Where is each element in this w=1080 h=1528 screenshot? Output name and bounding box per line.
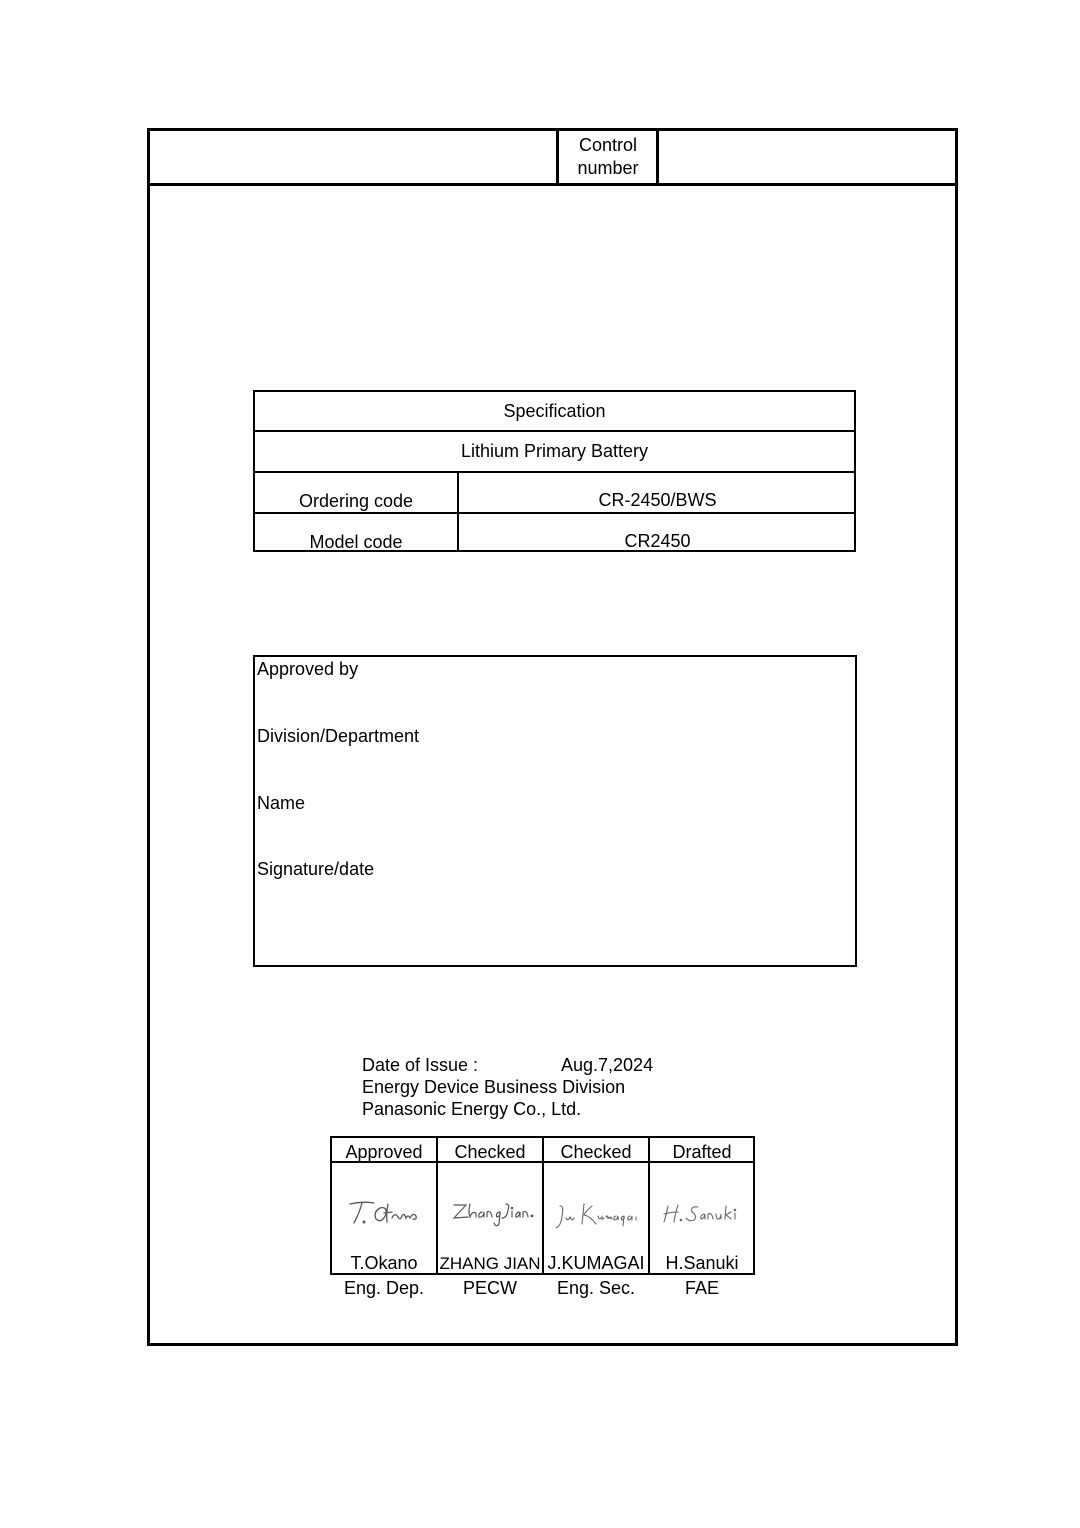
header-cell-divider-left [556,128,559,185]
role-checked: Checked [560,1142,632,1162]
signature-okano [340,1196,430,1230]
signature-zhang [446,1196,536,1230]
signatory-dept: Eng. Dep. [343,1278,425,1298]
spec-row-divider [253,471,856,473]
signatory-name: ZHANG JIAN [439,1254,541,1273]
model-code-label: Model code [309,532,403,552]
role-approved: Approved [345,1142,423,1162]
signatory-name: J.KUMAGAI [547,1253,645,1273]
spec-row-divider [253,512,856,514]
header-divider [147,183,958,186]
ordering-code-value: CR-2450/BWS [598,490,717,510]
approved-by-label: Approved by [257,659,359,679]
spec-row-divider [253,430,856,432]
ordering-code-label: Ordering code [298,491,414,511]
division-name: Energy Device Business Division [362,1077,626,1097]
name-label: Name [257,793,306,813]
spec-title: Specification [503,401,606,421]
control-number-label: Control number [577,135,639,178]
signature-kumagai [552,1198,642,1234]
signatory-name: T.Okano [350,1253,418,1273]
header-cell-divider-right [656,128,659,185]
division-department-label: Division/Department [257,726,420,746]
signatory-dept: Eng. Sec. [556,1278,636,1298]
model-code-value: CR2450 [624,531,691,551]
signatory-name: H.Sanuki [665,1253,739,1273]
signature-date-label: Signature/date [257,859,375,879]
date-of-issue-label: Date of Issue : [362,1055,479,1075]
role-drafted: Drafted [672,1142,732,1162]
signatory-dept: FAE [684,1278,719,1298]
spec-product: Lithium Primary Battery [460,441,649,461]
customer-approval-box [253,655,857,967]
company-name: Panasonic Energy Co., Ltd. [362,1099,582,1119]
signatory-dept: PECW [463,1278,517,1298]
signature-sanuki [658,1198,748,1232]
date-of-issue-value: Aug.7,2024 [561,1055,654,1075]
role-checked: Checked [454,1142,526,1162]
